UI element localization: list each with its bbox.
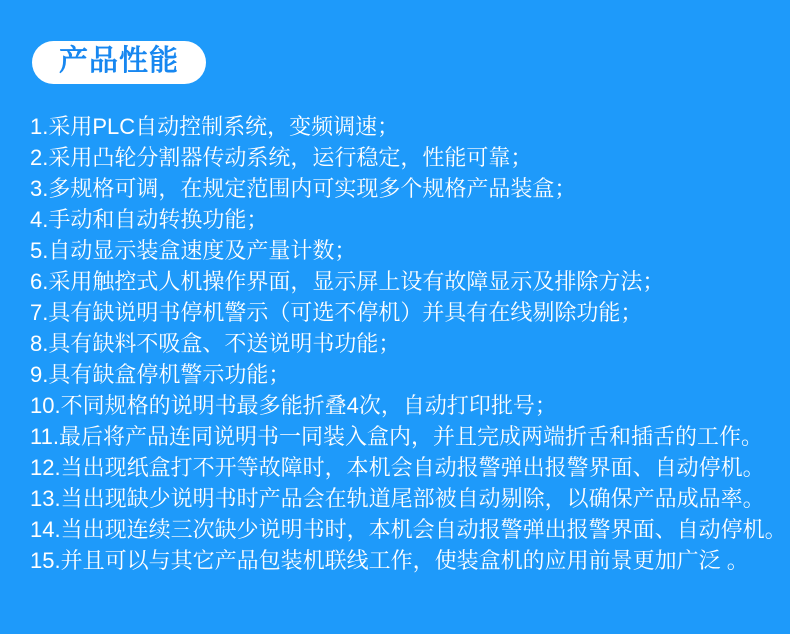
feature-item-4: 4.手动和自动转换功能； [30, 207, 269, 232]
feature-item-6: 6.采用触控式人机操作界面，显示屏上设有故障显示及排除方法； [30, 269, 665, 294]
feature-item-2: 2.采用凸轮分割器传动系统，运行稳定，性能可靠； [30, 145, 533, 170]
section-title-badge [32, 41, 206, 84]
feature-item-11: 11.最后将产品连同说明书一同装入盒内，并且完成两端折舌和插舌的工作。 [30, 424, 763, 449]
feature-item-10: 10.不同规格的说明书最多能折叠4次，自动打印批号； [30, 393, 557, 418]
feature-item-13: 13.当出现缺少说明书时产品会在轨道尾部被自动剔除，以确保产品成品率。 [30, 486, 765, 511]
feature-item-15: 15.并且可以与其它产品包装机联线工作，使装盒机的应用前景更加广泛 。 [30, 548, 749, 573]
feature-item-9: 9.具有缺盒停机警示功能； [30, 362, 291, 387]
feature-item-5: 5.自动显示装盒速度及产量计数； [30, 238, 357, 263]
feature-item-14: 14.当出现连续三次缺少说明书时，本机会自动报警弹出报警界面、自动停机。 [30, 517, 787, 542]
feature-item-12: 12.当出现纸盒打不开等故障时，本机会自动报警弹出报警界面、自动停机。 [30, 455, 765, 480]
feature-list [30, 111, 787, 576]
section-title: 产品性能 [59, 45, 180, 77]
feature-item-1: 1.采用PLC自动控制系统，变频调速； [30, 114, 400, 139]
feature-item-8: 8.具有缺料不吸盒、不送说明书功能； [30, 331, 401, 356]
feature-item-3: 3.多规格可调，在规定范围内可实现多个规格产品装盒； [30, 176, 577, 201]
feature-item-7: 7.具有缺说明书停机警示（可选不停机）并具有在线剔除功能； [30, 300, 643, 325]
